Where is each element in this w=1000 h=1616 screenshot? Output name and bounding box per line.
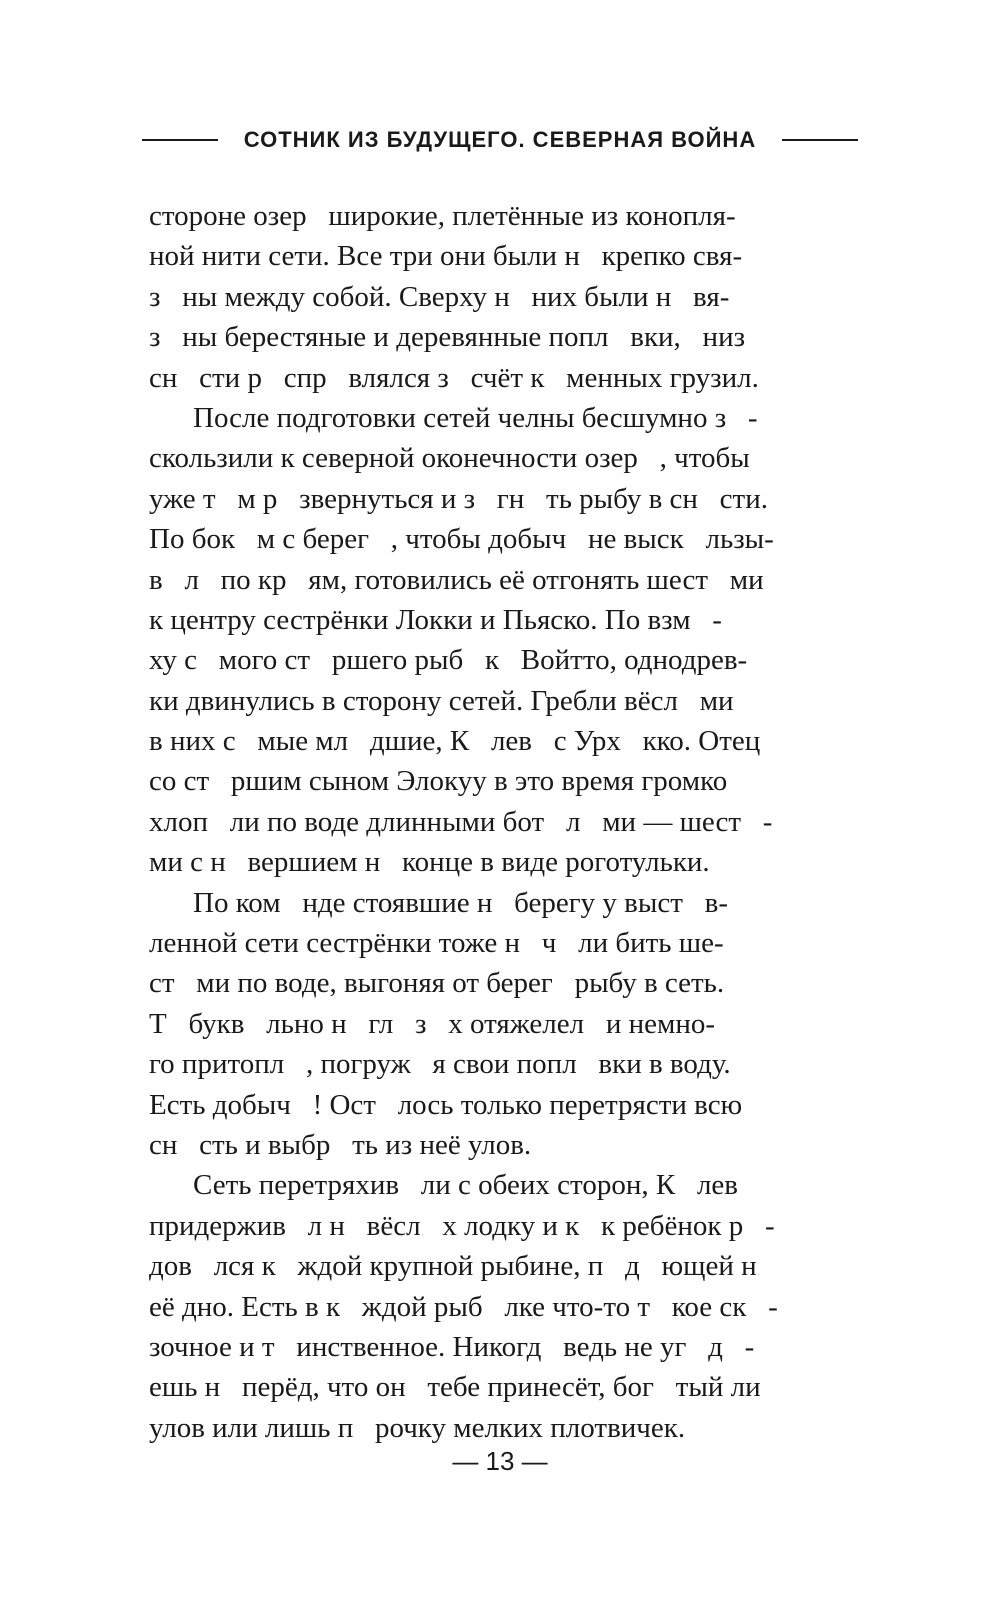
text-line: ху с мого ст ршего рыб к Войтто, однодрев- xyxy=(149,644,748,677)
paragraph-first-line: Сеть перетряхив ли с обеих сторон, К лев xyxy=(193,1169,738,1202)
running-header xyxy=(0,120,1000,160)
text-line: дов лся к ждой крупной рыбине, п д ющей н xyxy=(149,1250,757,1283)
text-line: ной нити сети. Все три они были н крепко свя- xyxy=(149,240,743,273)
text-line: По бок м с берег , чтобы добыч не выск льзы- xyxy=(149,523,774,556)
paragraph-first-line: По ком нде стоявшие н берегу у выст в- xyxy=(193,886,728,919)
text-line: улов или лишь п рочку мелких плотвичек. xyxy=(149,1411,686,1444)
text-line: со ст ршим сыном Элокуу в это время громко xyxy=(149,765,728,798)
text-line: придержив л н вёсл х лодку и к к ребёнок р - xyxy=(149,1209,775,1242)
header-rule-left xyxy=(142,139,218,141)
text-line: з ны берестяные и деревянные попл вки, низ xyxy=(149,321,746,354)
text-line: ст ми по воде, выгоняя от берег рыбу в сеть. xyxy=(149,967,725,1000)
text-line: Т букв льно н гл з х отяжелел и немно- xyxy=(149,1007,716,1040)
text-line: з ны между собой. Сверху н них были н вя- xyxy=(149,280,730,313)
paragraph-first-line: После подготовки сетей челны бесшумно з - xyxy=(193,401,758,434)
text-line: сн сть и выбр ть из неё улов. xyxy=(149,1128,532,1161)
text-line: в л по кр ям, готовились её отгонять шест ми xyxy=(149,563,764,596)
text-line: сн сти р спр влялся з счёт к менных грузил. xyxy=(149,361,759,394)
text-line: её дно. Есть в к ждой рыб лке что-то т кое ск - xyxy=(149,1290,778,1323)
text-line: хлоп ли по воде длинными бот л ми — шест - xyxy=(149,805,773,838)
text-line: Есть добыч ! Ост лось только перетрясти всю xyxy=(149,1088,743,1121)
page-number: — 13 — xyxy=(452,1446,548,1476)
text-line: ми с н вершием н конце в виде роготульки. xyxy=(149,846,710,879)
text-line: го притопл , погруж я свои попл вки в воду. xyxy=(149,1048,731,1081)
text-line: зочное и т инственное. Никогд ведь не уг д - xyxy=(149,1330,755,1363)
text-line: ки двинулись в сторону сетей. Гребли вёсл ми xyxy=(149,684,734,717)
text-line: скользили к северной оконечности озер , чтобы xyxy=(149,442,750,475)
text-line: уже т м р звернуться и з гн ть рыбу в сн сти. xyxy=(149,482,768,515)
text-line: стороне озер широкие, плетённые из конопля- xyxy=(149,200,736,232)
body-text xyxy=(149,196,819,1448)
header-rule-right xyxy=(782,139,858,141)
text-line: ешь н перёд, что он тебе принесёт, бог тый ли xyxy=(149,1371,761,1404)
text-line: ленной сети сестрёнки тоже н ч ли бить ше- xyxy=(149,927,724,960)
text-line: к центру сестрёнки Локки и Пьяско. По взм - xyxy=(149,603,722,636)
text-line: в них с мые мл дшие, К лев с Урх кко. Отец xyxy=(149,725,761,758)
header-title: СОТНИК ИЗ БУДУЩЕГО. СЕВЕРНАЯ ВОЙНА xyxy=(243,127,757,152)
